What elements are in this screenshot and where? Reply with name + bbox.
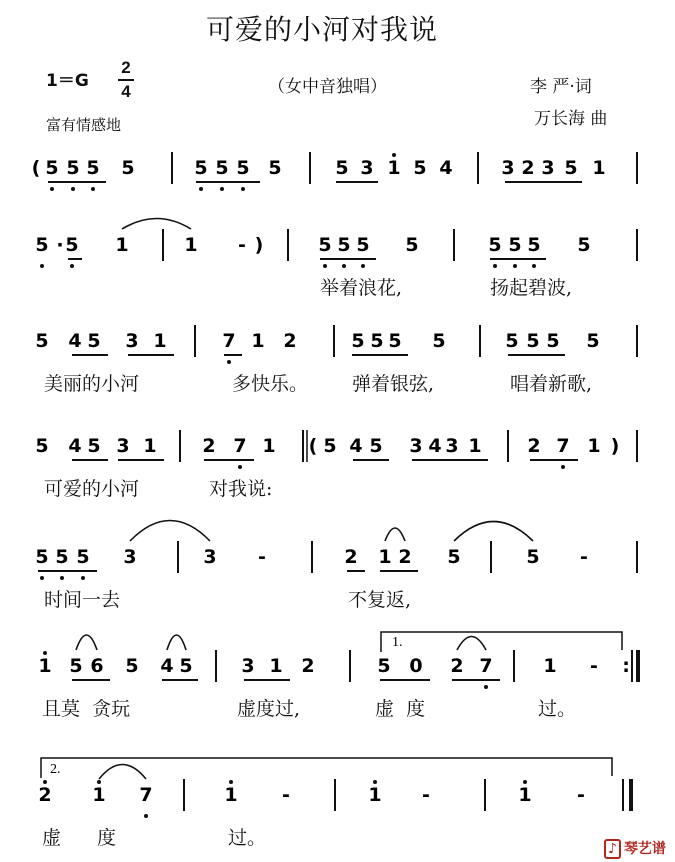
note-symbol: 5 — [577, 234, 591, 256]
note-symbol: 3 — [241, 655, 255, 677]
note-symbol: 5 — [125, 655, 139, 677]
note-symbol: 5 — [318, 234, 332, 256]
note-symbol: - — [258, 546, 266, 568]
note-symbol: ) — [610, 435, 620, 457]
note-symbol: 5 — [86, 157, 100, 179]
note-symbol: 1 — [224, 784, 238, 806]
note-symbol: 5 — [35, 435, 49, 457]
note-symbol: 1 — [92, 784, 106, 806]
note-symbol: 5 — [35, 330, 49, 352]
note-symbol: 7 — [479, 655, 493, 677]
note-symbol: 3 — [116, 435, 130, 457]
performance-note: （女中音独唱） — [268, 77, 387, 97]
note-symbol: 2 — [202, 435, 216, 457]
note-symbol: 4 — [428, 435, 442, 457]
note-symbol: 1 — [153, 330, 167, 352]
composer-credit: 万长海 曲 — [534, 109, 608, 129]
lyric-line: 过。 — [228, 827, 267, 849]
note-symbol: 1 — [251, 330, 265, 352]
note-symbol: 1 — [387, 157, 401, 179]
note-symbol: 1 — [587, 435, 601, 457]
watermark-logo — [604, 838, 666, 858]
note-symbol: 2 — [450, 655, 464, 677]
volta-2-label: 2. — [50, 762, 61, 777]
note-symbol: 5 — [351, 330, 365, 352]
note-symbol: 2 — [344, 546, 358, 568]
note-symbol: 0 — [409, 655, 423, 677]
lyric-line: 且莫 贪玩 — [42, 698, 131, 720]
note-symbol: 3 — [409, 435, 423, 457]
note-symbol: 3 — [501, 157, 515, 179]
note-symbol: 5 — [76, 546, 90, 568]
note-symbol: 3 — [445, 435, 459, 457]
note-symbol: ( — [308, 435, 318, 457]
note-symbol: 3 — [203, 546, 217, 568]
lyricist-credit: 李 严·词 — [530, 77, 592, 97]
note-symbol: 5 — [546, 330, 560, 352]
note-symbol: - — [282, 784, 290, 806]
note-symbol: : — [622, 655, 630, 677]
note-symbol: 5 — [45, 157, 59, 179]
note-symbol: 5 — [121, 157, 135, 179]
note-symbol: 2 — [521, 157, 535, 179]
lyric-line: 不复返, — [348, 589, 412, 611]
lyric-line: 对我说: — [209, 478, 273, 500]
note-symbol: 5 — [505, 330, 519, 352]
lyric-line: 唱着新歌, — [510, 373, 593, 395]
note-symbol: · — [56, 234, 64, 256]
note-symbol: 1 — [368, 784, 382, 806]
lyric-line: 美丽的小河 — [44, 373, 140, 395]
note-symbol: 5 — [35, 546, 49, 568]
lyric-line: 弹着银弦, — [352, 373, 435, 395]
note-symbol: 1 — [184, 234, 198, 256]
note-symbol: 1 — [518, 784, 532, 806]
note-symbol: 4 — [68, 330, 82, 352]
note-symbol: 1 — [378, 546, 392, 568]
note-symbol: 2 — [38, 784, 52, 806]
note-symbol: 2 — [283, 330, 297, 352]
note-symbol: 5 — [236, 157, 250, 179]
key-signature: 1＝G — [46, 71, 89, 91]
volta-1-label: 1. — [392, 635, 403, 650]
note-symbol: - — [422, 784, 430, 806]
lyric-line: 多快乐。 — [232, 373, 309, 395]
note-symbol: 2 — [527, 435, 541, 457]
note-symbol: 1 — [262, 435, 276, 457]
note-symbol: 5 — [508, 234, 522, 256]
note-symbol: 3 — [541, 157, 555, 179]
lyric-line: 时间一去 — [44, 589, 121, 611]
note-symbol: - — [577, 784, 585, 806]
note-symbol: 5 — [69, 655, 83, 677]
lyric-line: 举着浪花, — [320, 277, 403, 299]
note-symbol: 6 — [90, 655, 104, 677]
logo-icon: ♪ — [604, 839, 621, 859]
note-symbol: - — [238, 234, 246, 256]
note-symbol: 5 — [432, 330, 446, 352]
note-symbol: 5 — [55, 546, 69, 568]
note-symbol: 5 — [586, 330, 600, 352]
note-symbol: 3 — [360, 157, 374, 179]
note-symbol: 5 — [335, 157, 349, 179]
note-symbol: 5 — [377, 655, 391, 677]
note-symbol: 5 — [87, 330, 101, 352]
note-symbol: 4 — [68, 435, 82, 457]
note-symbol: 5 — [268, 157, 282, 179]
note-symbol: 7 — [222, 330, 236, 352]
note-symbol: 5 — [337, 234, 351, 256]
note-symbol: 1 — [592, 157, 606, 179]
note-symbol: - — [580, 546, 588, 568]
note-symbol: 5 — [215, 157, 229, 179]
lyric-line: 虚 度 — [375, 698, 426, 720]
note-symbol: 5 — [405, 234, 419, 256]
note-symbol: 1 — [115, 234, 129, 256]
note-symbol: 5 — [488, 234, 502, 256]
note-symbol: 1 — [269, 655, 283, 677]
note-symbol: 2 — [301, 655, 315, 677]
note-symbol: 1 — [38, 655, 52, 677]
note-symbol: 5 — [35, 234, 49, 256]
note-symbol: 7 — [139, 784, 153, 806]
song-title: 可爱的小河对我说 — [206, 13, 439, 46]
lyric-line: 扬起碧波, — [490, 277, 573, 299]
note-symbol: 5 — [65, 234, 79, 256]
lyric-line: 度 — [97, 827, 117, 849]
note-symbol: 2 — [398, 546, 412, 568]
note-symbol: 5 — [370, 330, 384, 352]
note-symbol: 5 — [356, 234, 370, 256]
note-symbol: 5 — [564, 157, 578, 179]
expression-mark: 富有情感地 — [46, 116, 122, 134]
lyric-line: 过。 — [538, 698, 577, 720]
note-symbol: 5 — [413, 157, 427, 179]
note-symbol: ( — [31, 157, 41, 179]
note-symbol: 5 — [323, 435, 337, 457]
note-symbol: 5 — [388, 330, 402, 352]
note-symbol: 4 — [439, 157, 453, 179]
note-symbol: 3 — [123, 546, 137, 568]
note-symbol: 3 — [125, 330, 139, 352]
note-symbol: 4 — [160, 655, 174, 677]
note-symbol: 4 — [349, 435, 363, 457]
time-denominator: 4 — [121, 82, 131, 101]
time-numerator: 2 — [121, 58, 131, 77]
note-symbol: 5 — [194, 157, 208, 179]
note-symbol: ) — [254, 234, 264, 256]
note-symbol: 5 — [526, 330, 540, 352]
note-symbol: 5 — [66, 157, 80, 179]
note-symbol: 7 — [233, 435, 247, 457]
note-symbol: 7 — [556, 435, 570, 457]
note-symbol: 5 — [527, 234, 541, 256]
lyric-line: 可爱的小河 — [44, 478, 140, 500]
note-symbol: 5 — [369, 435, 383, 457]
note-symbol: 5 — [526, 546, 540, 568]
note-symbol: 1 — [543, 655, 557, 677]
note-symbol: 1 — [468, 435, 482, 457]
note-symbol: 5 — [447, 546, 461, 568]
note-symbol: - — [590, 655, 598, 677]
note-symbol: 5 — [87, 435, 101, 457]
lyric-line: 虚度过, — [237, 698, 301, 720]
watermark-text: 琴艺谱 — [623, 841, 666, 857]
note-symbol: 1 — [143, 435, 157, 457]
lyric-line: 虚 — [42, 827, 62, 849]
note-symbol: 5 — [179, 655, 193, 677]
